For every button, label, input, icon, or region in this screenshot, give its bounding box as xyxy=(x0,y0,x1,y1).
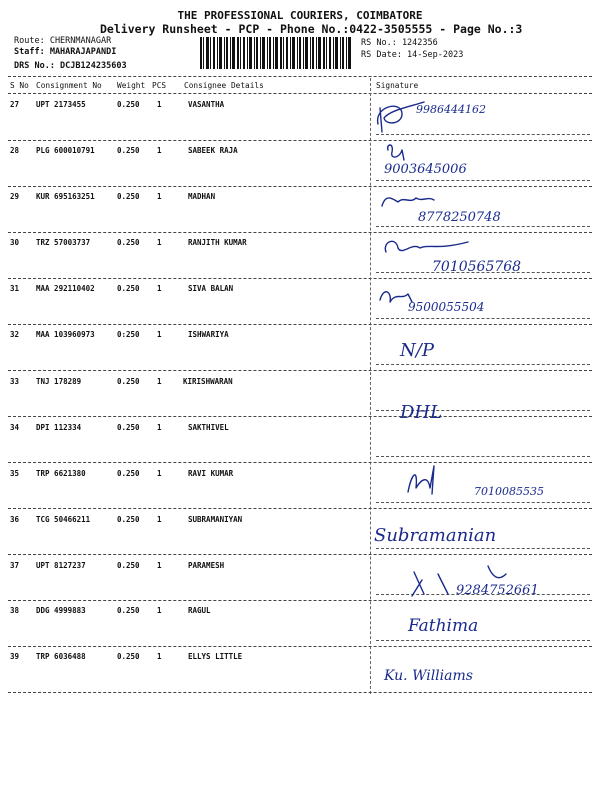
row-consignment: KUR 695163251 xyxy=(36,192,95,201)
row-pcs: 1 xyxy=(157,561,162,570)
signature-column-divider xyxy=(370,78,371,694)
row-sno: 27 xyxy=(10,100,20,109)
signature-row-27: 9986444162 xyxy=(416,103,486,116)
signature-row-35: 7010085535 xyxy=(474,485,544,498)
row-sno: 38 xyxy=(10,606,20,615)
row-consignment: MAA 292110402 xyxy=(36,284,95,293)
row-consignee: KIRISHWARAN xyxy=(183,377,233,386)
route-label: Route: CHERNMANAGAR xyxy=(14,36,112,46)
signature-row-32: N/P xyxy=(400,340,434,361)
runsheet-subtitle: Delivery Runsheet - PCP - Phone No.:0422-3505555 - Page No.:3 xyxy=(100,22,523,36)
rs-number: RS No.: 1242356 xyxy=(361,38,438,48)
table-top-rule xyxy=(8,76,592,77)
row-consignment: DPI 112334 xyxy=(36,423,82,432)
col-header-signature: Signature xyxy=(376,81,419,90)
row-weight: 0.250 xyxy=(117,100,140,109)
row-consignment: UPT 8127237 xyxy=(36,561,86,570)
row-sno: 35 xyxy=(10,469,20,478)
row-sno: 34 xyxy=(10,423,20,432)
row-sno: 37 xyxy=(10,561,20,570)
row-consignee: RAGUL xyxy=(188,606,211,615)
handwritten-signatures xyxy=(372,96,592,696)
row-pcs: 1 xyxy=(157,652,162,661)
row-consignment: TRP 6621380 xyxy=(36,469,86,478)
col-header-sno: S No xyxy=(10,81,29,90)
signature-row-39: Ku. Williams xyxy=(384,668,473,684)
rs-date: RS Date: 14-Sep-2023 xyxy=(361,50,464,60)
document-title: THE PROFESSIONAL COURIERS, COIMBATORE xyxy=(177,9,423,22)
col-header-consignee: Consignee Details xyxy=(184,81,264,90)
row-weight: 0.250 xyxy=(117,146,140,155)
row-consignee: SAKTHIVEL xyxy=(188,423,229,432)
signature-row-30: 7010565768 xyxy=(432,259,522,275)
row-sno: 28 xyxy=(10,146,20,155)
signature-row-34: DHL xyxy=(400,402,443,423)
signature-row-37: 9284752661 xyxy=(456,583,539,598)
row-consignment: UPT 2173455 xyxy=(36,100,86,109)
row-consignment: TRP 6036488 xyxy=(36,652,86,661)
drs-number: DRS No.: DCJB124235603 xyxy=(14,61,127,71)
col-header-pcs: PCS xyxy=(152,81,167,90)
row-consignee: SIVA BALAN xyxy=(188,284,234,293)
row-weight: 0.250 xyxy=(117,469,140,478)
row-consignee: RANJITH KUMAR xyxy=(188,238,247,247)
col-header-weight: Weight xyxy=(117,81,146,90)
row-pcs: 1 xyxy=(157,606,162,615)
row-weight: 0.250 xyxy=(117,192,140,201)
row-consignment: TCG 50466211 xyxy=(36,515,91,524)
row-pcs: 1 xyxy=(157,284,162,293)
row-consignee: ELLYS LITTLE xyxy=(188,652,243,661)
row-weight: 0.250 xyxy=(117,606,140,615)
row-consignment: MAA 103960973 xyxy=(36,330,95,339)
row-consignee: PARAMESH xyxy=(188,561,225,570)
col-header-consignment: Consignment No xyxy=(36,81,102,90)
row-sno: 36 xyxy=(10,515,20,524)
row-pcs: 1 xyxy=(157,192,162,201)
row-sno: 29 xyxy=(10,192,20,201)
row-pcs: 1 xyxy=(157,377,162,386)
row-consignee: RAVI KUMAR xyxy=(188,469,234,478)
row-pcs: 1 xyxy=(157,100,162,109)
row-pcs: 1 xyxy=(157,515,162,524)
row-pcs: 1 xyxy=(157,238,162,247)
row-weight: 0:250 xyxy=(117,330,140,339)
signature-row-36: Subramanian xyxy=(374,525,497,546)
signature-row-28: 9003645006 xyxy=(384,162,467,177)
row-consignee: SUBRAMANIYAN xyxy=(188,515,243,524)
row-sno: 32 xyxy=(10,330,20,339)
signature-row-31: 9500055504 xyxy=(408,300,485,314)
row-weight: 0.250 xyxy=(117,515,140,524)
row-sno: 39 xyxy=(10,652,20,661)
row-weight: 0.250 xyxy=(117,423,140,432)
row-consignment: DDG 4999883 xyxy=(36,606,86,615)
staff-label: Staff: MAHARAJAPANDI xyxy=(14,47,117,57)
row-consignment: TRZ 57003737 xyxy=(36,238,91,247)
row-consignee: SABEEK RAJA xyxy=(188,146,238,155)
row-sno: 30 xyxy=(10,238,20,247)
row-weight: 0.250 xyxy=(117,284,140,293)
row-weight: 0.250 xyxy=(117,377,140,386)
row-pcs: 1 xyxy=(157,330,162,339)
row-sno: 33 xyxy=(10,377,20,386)
row-pcs: 1 xyxy=(157,146,162,155)
row-consignment: TNJ 178289 xyxy=(36,377,82,386)
row-consignment: PLG 600010791 xyxy=(36,146,95,155)
signature-row-29: 8778250748 xyxy=(418,210,501,225)
row-weight: 0.250 xyxy=(117,238,140,247)
row-consignee: MADHAN xyxy=(188,192,216,201)
row-consignee: VASANTHA xyxy=(188,100,225,109)
row-consignee: ISHWARIYA xyxy=(188,330,229,339)
table-header-rule xyxy=(8,93,592,94)
row-pcs: 1 xyxy=(157,423,162,432)
row-weight: 0.250 xyxy=(117,561,140,570)
barcode-icon xyxy=(200,37,353,69)
row-sno: 31 xyxy=(10,284,20,293)
row-weight: 0.250 xyxy=(117,652,140,661)
signature-row-38: Fathima xyxy=(408,616,479,636)
row-pcs: 1 xyxy=(157,469,162,478)
